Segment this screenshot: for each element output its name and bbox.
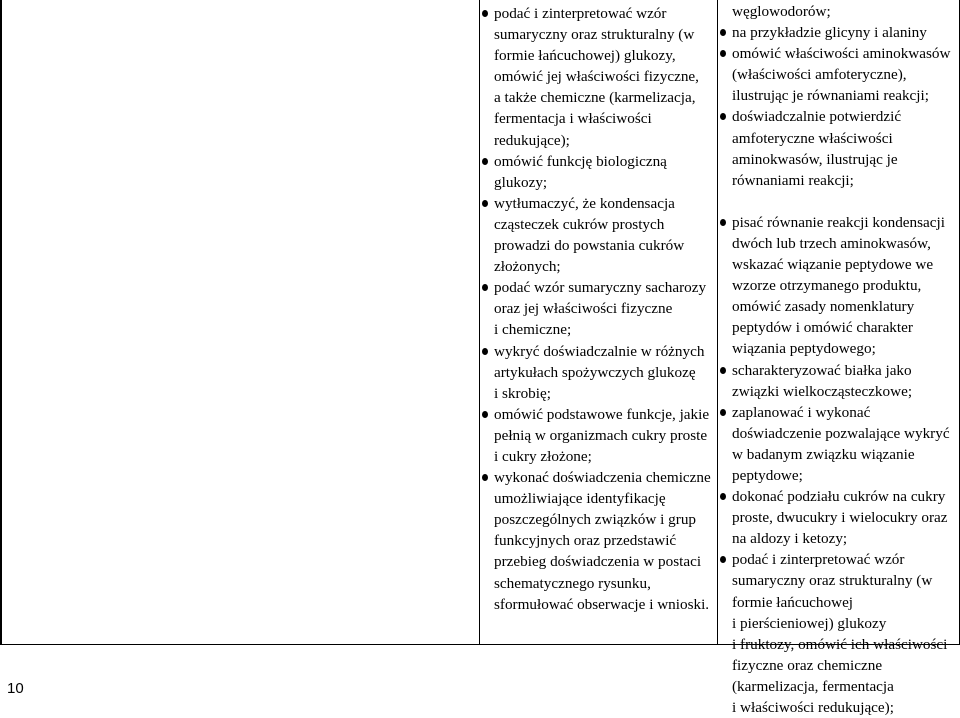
right-bullet-list-1 — [717, 22, 958, 191]
list-item-line: formie łańcuchowej — [732, 593, 854, 611]
list-item-line: na aldozy i ketozy; — [732, 530, 848, 548]
bullet-icon — [720, 29, 726, 36]
list-item-line: omówić jej właściwości fizyczne, — [494, 68, 699, 86]
list-item — [717, 360, 958, 402]
list-item-line: oraz jej właściwości fizyczne — [494, 300, 673, 318]
bullet-icon — [720, 219, 726, 226]
list-item-line: poszczególnych związków i grup — [494, 511, 697, 529]
bullet-icon — [482, 348, 488, 355]
list-item-line: wskazać wiązanie peptydowe we — [732, 256, 934, 274]
continuation-text: węglowodorów; — [732, 3, 831, 20]
list-item-line: peptydowe; — [732, 466, 803, 484]
list-item-line: funkcyjnych oraz przedstawić — [494, 532, 677, 550]
list-item-line: omówić zasady nomenklatury — [732, 298, 915, 316]
list-item — [717, 549, 958, 718]
list-item-line: związki wielkocząsteczkowe; — [732, 382, 913, 400]
list-item-line: zaplanować i wykonać — [732, 403, 871, 421]
list-item-line: wytłumaczyć, że kondensacja — [494, 194, 675, 212]
list-item-line: (karmelizacja, fermentacja — [732, 677, 894, 695]
list-item — [717, 212, 958, 360]
list-item-line: sumaryczny oraz strukturalny (w — [732, 572, 933, 590]
list-item-line: doświadczalnie potwierdzić — [732, 108, 902, 126]
list-item — [717, 22, 958, 43]
list-item-line: artykułach spożywczych glukozę — [494, 363, 696, 381]
bullet-icon — [720, 556, 726, 563]
list-item-line: amfoteryczne właściwości — [732, 129, 893, 147]
list-item-line: aminokwasów, ilustrując je — [732, 150, 898, 168]
list-item-line: ilustrując je równaniami reakcji; — [732, 87, 929, 105]
bullet-icon — [720, 367, 726, 374]
list-item — [717, 402, 958, 486]
list-item-line: redukujące); — [494, 131, 570, 149]
list-item — [479, 3, 715, 151]
list-item-line: wzorze otrzymanego produktu, — [732, 277, 922, 295]
list-item-line: fizyczne oraz chemiczne — [732, 656, 883, 674]
table-left-border — [1, 0, 2, 645]
right-bullet-list-2 — [717, 212, 958, 718]
bullet-icon — [482, 10, 488, 17]
list-item-line: cząsteczek cukrów prostych — [494, 215, 665, 233]
list-item-line: złożonych; — [494, 258, 561, 276]
list-item-line: fermentacja i właściwości — [494, 110, 652, 128]
list-item-line: podać wzór sumaryczny sacharozy — [494, 279, 707, 297]
list-item — [479, 341, 715, 404]
bullet-icon — [482, 284, 488, 291]
list-item-line: wiązania peptydowego; — [732, 340, 876, 358]
list-item — [479, 151, 715, 193]
bullet-icon — [482, 200, 488, 207]
list-item — [479, 467, 715, 615]
list-item-line: podać i zinterpretować wzór — [494, 5, 667, 22]
bullet-icon — [482, 158, 488, 165]
list-item-line: wykryć doświadczalnie w różnych — [494, 342, 705, 360]
list-item-line: pełnią w organizmach cukry proste — [494, 426, 708, 444]
bullet-icon — [720, 113, 726, 120]
list-item-line: dokonać podziału cukrów na cukry — [732, 488, 946, 506]
bullet-icon — [720, 50, 726, 57]
list-item-line: doświadczenie pozwalające wykryć — [732, 424, 950, 442]
list-item-line: proste, dwucukry i wielocukry oraz — [732, 509, 948, 527]
bullet-icon — [720, 409, 726, 416]
list-item-line: glukozy; — [494, 173, 548, 191]
bullet-icon — [482, 411, 488, 418]
list-item — [717, 486, 958, 549]
bullet-icon — [482, 474, 488, 481]
list-item-line: w badanym związku wiązanie — [732, 445, 915, 463]
list-item — [717, 43, 958, 106]
list-item — [717, 106, 958, 190]
list-item-line: umożliwiające identyfikację — [494, 490, 666, 508]
group-spacer — [717, 191, 958, 212]
list-item-line: równaniami reakcji; — [732, 171, 854, 189]
list-item-line: i skrobię; — [494, 384, 551, 402]
list-item-line: peptydów i omówić charakter — [732, 319, 913, 337]
list-item-line: i cukry złożone; — [494, 447, 592, 465]
list-item-line: i właściwości redukujące); — [732, 699, 894, 716]
list-item — [479, 404, 715, 467]
list-item-line: formie łańcuchowej) glukozy, — [494, 47, 676, 65]
list-item-line: i pierścieniowej) glukozy — [732, 614, 887, 632]
list-item-line: podać i zinterpretować wzór — [732, 551, 905, 569]
list-item-line: (właściwości amfoteryczne), — [732, 66, 907, 84]
middle-bullet-list — [479, 3, 715, 615]
list-item-line: schematycznego rysunku, — [494, 574, 651, 592]
list-item-line: pisać równanie reakcji kondensacji — [732, 213, 945, 231]
page-number: 10 — [7, 680, 24, 697]
list-item-line: omówić funkcję biologiczną — [494, 152, 667, 170]
list-item-line: a także chemiczne (karmelizacja, — [494, 89, 696, 107]
right-column — [717, 1, 958, 718]
list-item-line: na przykładzie glicyny i alaniny — [732, 24, 927, 42]
list-item-line: omówić podstawowe funkcje, jakie — [494, 405, 710, 423]
list-item-line: scharakteryzować białka jako — [732, 361, 912, 379]
list-item-line: sformułować obserwacje i wnioski. — [494, 595, 710, 613]
list-item-line: prowadzi do powstania cukrów — [494, 237, 685, 255]
middle-column — [479, 3, 715, 615]
list-item-line: sumaryczny oraz strukturalny (w — [494, 26, 695, 44]
list-item-line: wykonać doświadczenia chemiczne — [494, 469, 711, 487]
list-item — [479, 277, 715, 340]
list-item-line: omówić właściwości aminokwasów — [732, 45, 951, 63]
list-item-line: przebieg doświadczenia w postaci — [494, 553, 702, 571]
list-item-line: i fruktozy, omówić ich właściwości — [732, 635, 948, 653]
bullet-icon — [720, 493, 726, 500]
list-item-line: i chemiczne; — [494, 321, 572, 339]
list-item-line: dwóch lub trzech aminokwasów, — [732, 234, 931, 252]
list-item — [479, 193, 715, 277]
